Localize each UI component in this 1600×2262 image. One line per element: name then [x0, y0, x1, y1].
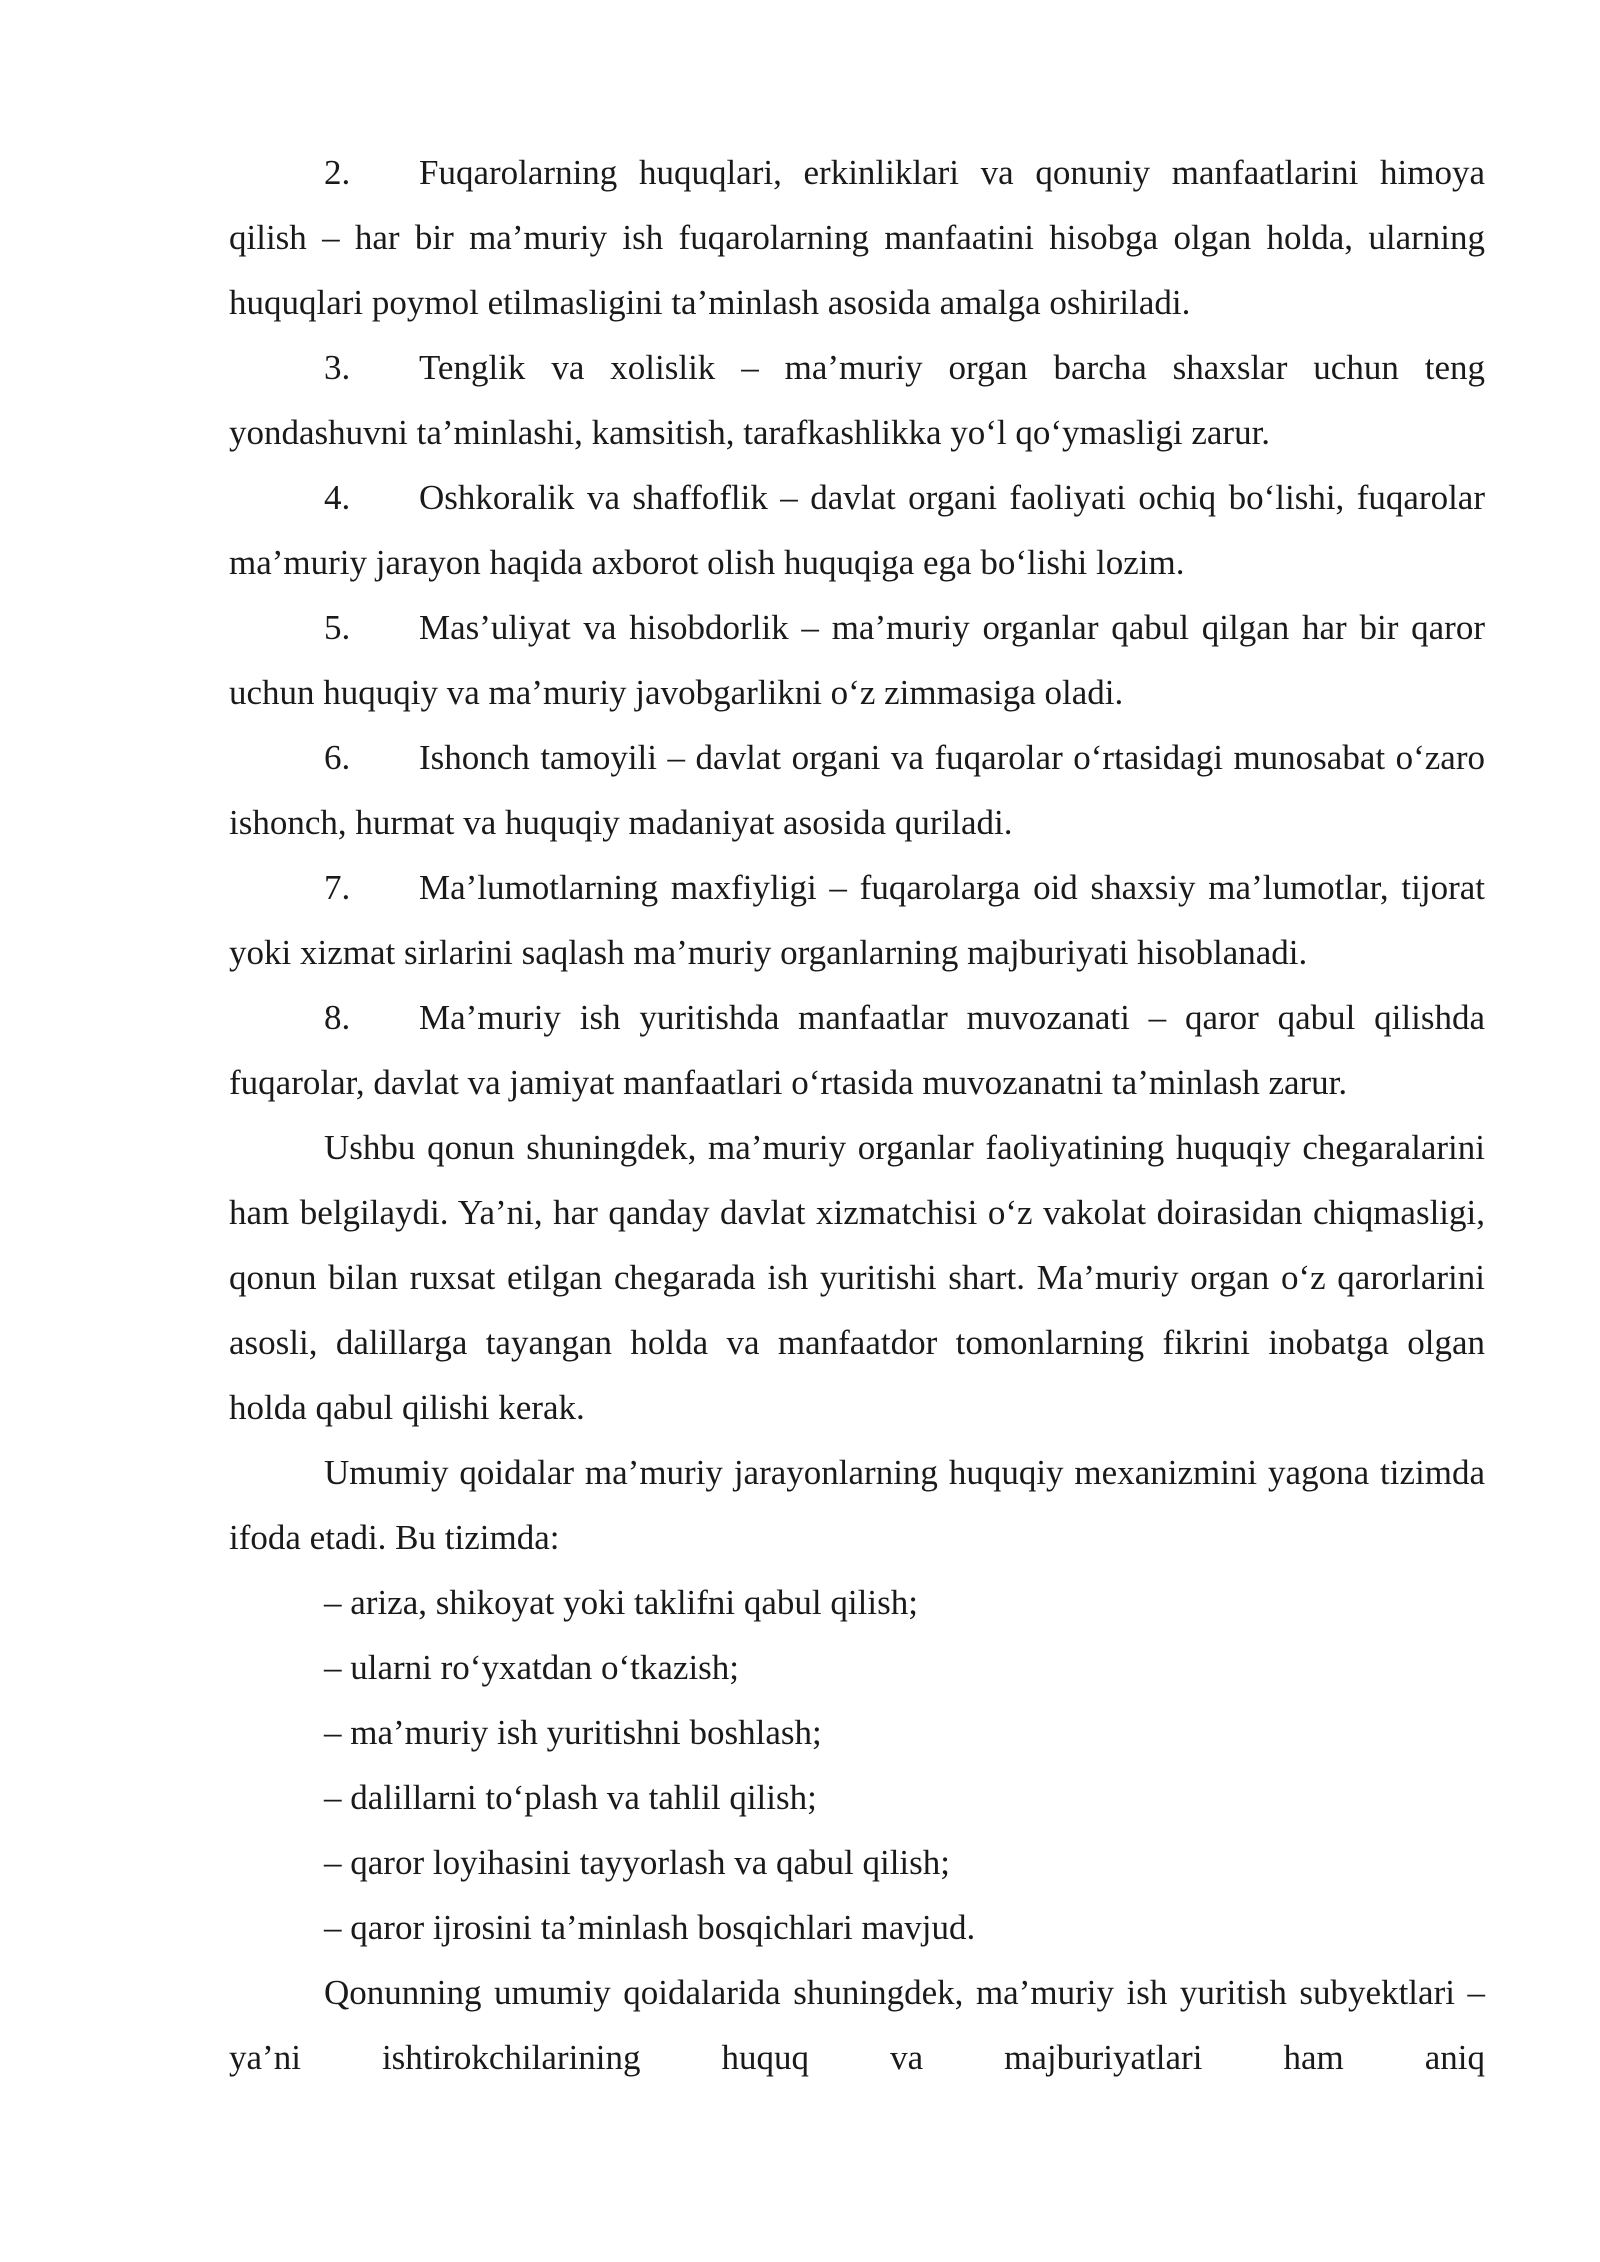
item-text: Ma’muriy ish yuritishda manfaatlar muvozanati – qaror qabul qilishda fuqarolar, davlat va jamiyat manfaatlari o‘rtasida muvozanatni ta’minlash zarur. [229, 998, 1485, 1102]
bullet-item: – qaror ijrosini ta’minlash bosqichlari mavjud. [324, 1908, 976, 1947]
bullet-item: – ariza, shikoyat yoki taklifni qabul qilish; [324, 1583, 918, 1622]
item-text: Mas’uliyat va hisobdorlik – ma’muriy organlar qabul qilgan har bir qaror uchun huquqiy va ma’muriy javobgarlikni o‘z zimmasiga oladi. [229, 608, 1485, 712]
bullet-item: – ma’muriy ish yuritishni boshlash; [324, 1713, 822, 1752]
list-item [229, 465, 1485, 595]
item-number: 5. [324, 608, 351, 647]
body-paragraph: Umumiy qoidalar ma’muriy jarayonlarning huquqiy mexanizmini yagona tizimda ifoda etadi. Bu tizimda: [229, 1453, 1485, 1557]
list-item [229, 595, 1485, 725]
list-item [229, 725, 1485, 855]
list-item [229, 985, 1485, 1115]
list-item [229, 140, 1485, 335]
item-text: Oshkoralik va shaffoflik – davlat organi faoliyati ochiq bo‘lishi, fuqarolar ma’muriy jarayon haqida axborot olish huquqiga ega bo‘lishi lozim. [229, 478, 1485, 582]
item-text: Tenglik va xolislik – ma’muriy organ barcha shaxslar uchun teng yondashuvni ta’minlashi, kamsitish, tarafkashlikka yo‘l qo‘ymasligi zarur. [229, 348, 1485, 452]
list-item [229, 335, 1485, 465]
item-text: Fuqarolarning huquqlari, erkinliklari va qonuniy manfaatlarini himoya qilish – har bir ma’muriy ish fuqarolarning manfaatini hisobga olgan holda, ularning huquqlari poymol etilmasligini ta’minlash asosida amalga oshiriladi. [229, 153, 1485, 322]
item-number: 6. [324, 738, 351, 777]
list-item [229, 855, 1485, 985]
bullet-item: – dalillarni to‘plash va tahlil qilish; [324, 1778, 817, 1817]
body-paragraph: Ushbu qonun shuningdek, ma’muriy organlar faoliyatining huquqiy chegaralarini ham belgilaydi. Ya’ni, har qanday davlat xizmatchisi o‘z vakolat doirasidan chiqmasligi, qonun bilan ruxsat etilgan chegarada ish yuritishi shart. Ma’muriy organ o‘z qarorlarini asosli, dalillarga tayangan holda va manfaatdor tomonlarning fikrini inobatga olgan holda qabul qilishi kerak. [229, 1128, 1485, 1427]
document-page [229, 140, 1485, 2090]
item-number: 8. [324, 998, 351, 1037]
item-number: 4. [324, 478, 351, 517]
item-text: Ishonch tamoyili – davlat organi va fuqarolar o‘rtasidagi munosabat o‘zaro ishonch, hurmat va huquqiy madaniyat asosida quriladi. [229, 738, 1485, 842]
item-number: 3. [324, 348, 351, 387]
item-text: Ma’lumotlarning maxfiyligi – fuqarolarga oid shaxsiy ma’lumotlar, tijorat yoki xizmat sirlarini saqlash ma’muriy organlarning majburiyati hisoblanadi. [229, 868, 1485, 972]
bullet-item: – ularni ro‘yxatdan o‘tkazish; [324, 1648, 740, 1687]
body-paragraph: Qonunning umumiy qoidalarida shuningdek, ma’muriy ish yuritish subyektlari – ya’ni ishtirokchilarining huquq va majburiyatlari ham aniq [229, 1973, 1485, 2077]
item-number: 7. [324, 868, 351, 907]
item-number: 2. [324, 153, 351, 192]
bullet-item: – qaror loyihasini tayyorlash va qabul qilish; [324, 1843, 951, 1882]
